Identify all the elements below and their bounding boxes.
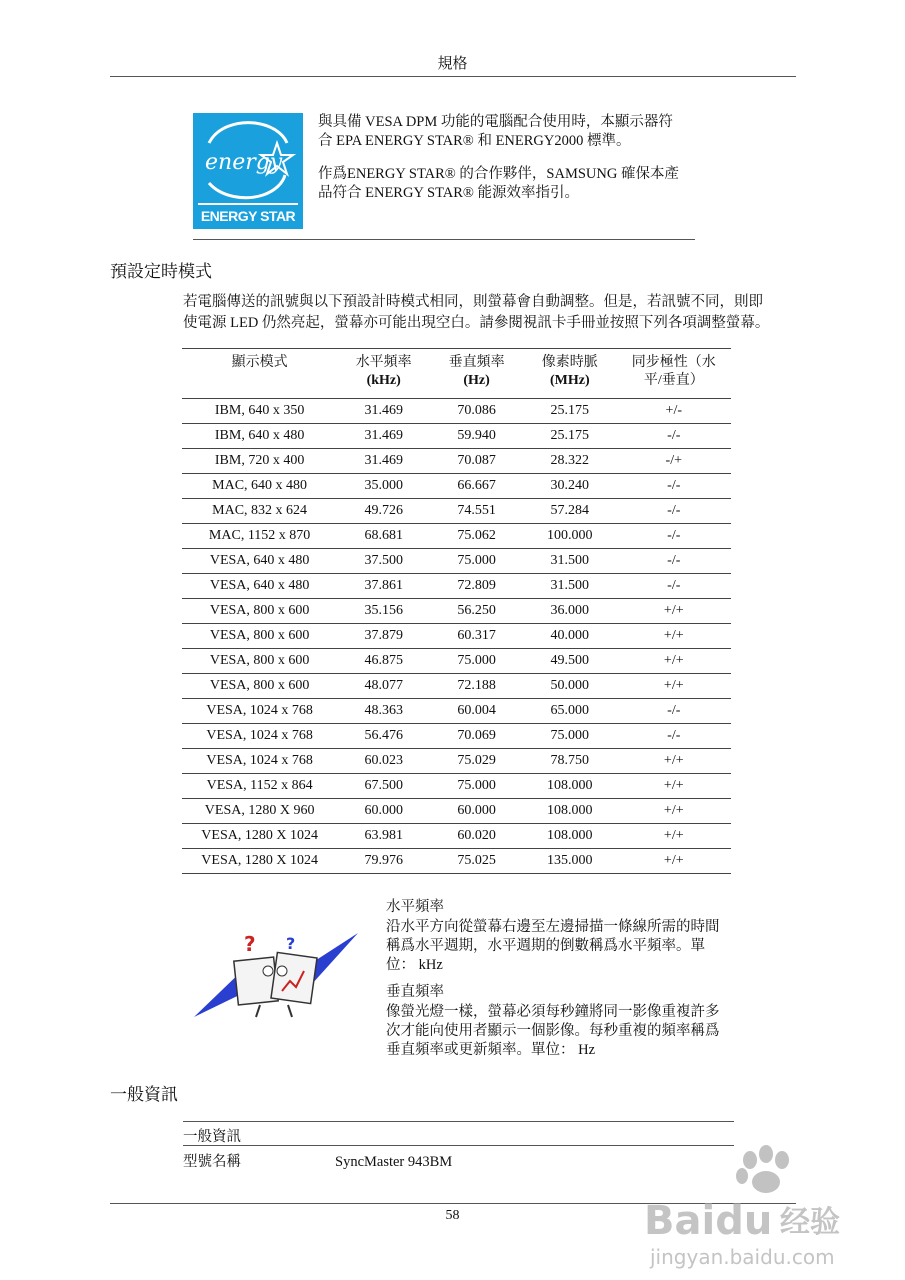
general-heading: 一般資訊 [110, 1085, 178, 1104]
pixel-clock-cell: 28.322 [523, 449, 617, 474]
v-freq-cell: 75.000 [430, 774, 523, 799]
h-freq-cell: 49.726 [337, 499, 430, 524]
col-label: 水平頻率 [355, 355, 412, 370]
character-eye-icon [263, 966, 273, 976]
h-freq-cell: 63.981 [337, 824, 430, 849]
general-table-header: 一般資訊 [183, 1129, 241, 1145]
h-freq-line-2: 稱爲水平週期，水平週期的倒數稱爲水平頻率。單 [386, 938, 705, 954]
model-label: 型號名稱 [183, 1154, 241, 1170]
timing-row [182, 799, 731, 824]
h-freq-cell: 46.875 [337, 649, 430, 674]
pixel-clock-cell: 25.175 [523, 399, 617, 424]
timing-row [182, 574, 731, 599]
sync-polarity-cell: -/+ [617, 449, 731, 474]
pixel-clock-cell: 78.750 [523, 749, 617, 774]
sync-polarity-cell: -/- [617, 499, 731, 524]
display-mode-cell: IBM, 640 x 350 [182, 399, 337, 424]
pixel-clock-cell: 40.000 [523, 624, 617, 649]
energy-p1-line-2: 合 EPA ENERGY STAR® 和 ENERGY2000 標準。 [318, 133, 631, 149]
pixel-clock-cell: 50.000 [523, 674, 617, 699]
header-rule [110, 76, 796, 77]
h-freq-cell: 60.000 [337, 799, 430, 824]
display-mode-cell: MAC, 1152 x 870 [182, 524, 337, 549]
display-mode-cell: VESA, 640 x 480 [182, 549, 337, 574]
display-mode-cell: VESA, 1280 X 1024 [182, 824, 337, 849]
timing-row [182, 774, 731, 799]
timing-row [182, 424, 731, 449]
svg-text:energy: energy [205, 150, 283, 175]
h-freq-cell: 48.077 [337, 674, 430, 699]
h-freq-cell: 37.861 [337, 574, 430, 599]
energy-star-emblem-icon [193, 113, 303, 205]
v-freq-cell: 75.025 [430, 849, 523, 874]
v-freq-description [386, 1003, 738, 1060]
sync-polarity-cell: +/- [617, 399, 731, 424]
sync-polarity-cell: +/+ [617, 799, 731, 824]
col-header-sync-polarity [617, 349, 731, 399]
sync-polarity-cell: -/- [617, 424, 731, 449]
watermark-url: jingyan.baidu.com [650, 1245, 835, 1269]
energy-star-logo [193, 113, 303, 229]
display-mode-cell: VESA, 1280 X 960 [182, 799, 337, 824]
v-freq-cell: 75.000 [430, 549, 523, 574]
v-freq-cell: 70.086 [430, 399, 523, 424]
v-freq-cell: 74.551 [430, 499, 523, 524]
v-freq-line-2: 次才能向使用者顯示一個影像。每秒重複的頻率稱爲 [386, 1023, 720, 1039]
display-mode-cell: VESA, 1152 x 864 [182, 774, 337, 799]
pixel-clock-cell: 65.000 [523, 699, 617, 724]
display-mode-cell: VESA, 1024 x 768 [182, 749, 337, 774]
v-freq-cell: 66.667 [430, 474, 523, 499]
sync-polarity-cell: -/- [617, 549, 731, 574]
character-eye-icon [277, 966, 287, 976]
monitor-character-illustration [190, 925, 362, 1023]
col-unit: (MHz) [549, 373, 590, 388]
h-freq-cell: 31.469 [337, 399, 430, 424]
energy-logo-label: ENERGY STAR [200, 208, 296, 224]
display-mode-cell: VESA, 1024 x 768 [182, 699, 337, 724]
baidu-watermark [640, 1142, 900, 1272]
energy-logo-divider [198, 203, 298, 205]
energy-p2-line-1: 作爲ENERGY STAR® 的合作夥伴，SAMSUNG 確保本產 [318, 166, 679, 182]
timing-row [182, 699, 731, 724]
preset-intro [183, 292, 798, 334]
sync-polarity-cell: -/- [617, 699, 731, 724]
pixel-clock-cell: 31.500 [523, 574, 617, 599]
timing-row [182, 524, 731, 549]
timing-row [182, 824, 731, 849]
sync-polarity-cell: +/+ [617, 599, 731, 624]
col-header-display-mode [182, 349, 337, 399]
col-label: 顯示模式 [231, 355, 288, 370]
v-freq-cell: 75.000 [430, 649, 523, 674]
display-mode-cell: IBM, 640 x 480 [182, 424, 337, 449]
question-mark-icon: ? [244, 932, 256, 956]
col-header-pixel-clock [523, 349, 617, 399]
timing-row [182, 674, 731, 699]
display-mode-cell: VESA, 800 x 600 [182, 674, 337, 699]
v-freq-cell: 70.069 [430, 724, 523, 749]
pixel-clock-cell: 57.284 [523, 499, 617, 524]
v-freq-cell: 72.188 [430, 674, 523, 699]
h-freq-cell: 37.879 [337, 624, 430, 649]
col-header-v-freq [430, 349, 523, 399]
pixel-clock-cell: 135.000 [523, 849, 617, 874]
model-value: SyncMaster 943BM [335, 1154, 453, 1170]
energy-section-rule [193, 239, 695, 240]
h-freq-line-1: 沿水平方向從螢幕右邊至左邊掃描一條線所需的時間 [386, 919, 720, 935]
timing-row [182, 849, 731, 874]
pixel-clock-cell: 49.500 [523, 649, 617, 674]
h-freq-cell: 67.500 [337, 774, 430, 799]
preset-heading: 預設定時模式 [110, 262, 212, 281]
preset-intro-line-2: 使電源 LED 仍然亮起，螢幕亦可能出現空白。請參閱視訊卡手冊並按照下列各項調整螢幕。 [183, 315, 770, 331]
v-freq-cell: 60.020 [430, 824, 523, 849]
timing-row [182, 749, 731, 774]
sync-polarity-cell: -/- [617, 574, 731, 599]
v-freq-cell: 56.250 [430, 599, 523, 624]
v-freq-cell: 75.062 [430, 524, 523, 549]
timing-row [182, 724, 731, 749]
v-freq-cell: 60.000 [430, 799, 523, 824]
display-mode-cell: VESA, 800 x 600 [182, 599, 337, 624]
timing-row [182, 624, 731, 649]
display-mode-cell: VESA, 1024 x 768 [182, 724, 337, 749]
pixel-clock-cell: 108.000 [523, 799, 617, 824]
v-freq-cell: 60.004 [430, 699, 523, 724]
question-mark-icon: ? [286, 934, 296, 953]
display-mode-cell: VESA, 1280 X 1024 [182, 849, 337, 874]
display-mode-cell: VESA, 640 x 480 [182, 574, 337, 599]
h-freq-cell: 37.500 [337, 549, 430, 574]
sync-polarity-cell: +/+ [617, 674, 731, 699]
sync-polarity-cell: +/+ [617, 649, 731, 674]
timing-row [182, 474, 731, 499]
h-freq-cell: 68.681 [337, 524, 430, 549]
timing-table-header [182, 349, 731, 399]
col-label: 像素時脈 [541, 355, 598, 370]
display-mode-cell: VESA, 800 x 600 [182, 624, 337, 649]
col-label: 垂直頻率 [448, 355, 505, 370]
pixel-clock-cell: 31.500 [523, 549, 617, 574]
watermark-suffix: 经验 [780, 1205, 840, 1240]
timing-row [182, 599, 731, 624]
timing-row [182, 549, 731, 574]
v-freq-cell: 70.087 [430, 449, 523, 474]
pixel-clock-cell: 108.000 [523, 774, 617, 799]
pixel-clock-cell: 100.000 [523, 524, 617, 549]
h-freq-line-3: 位： kHz [386, 957, 443, 973]
h-freq-title: 水平頻率 [386, 899, 444, 915]
sync-polarity-cell: +/+ [617, 824, 731, 849]
timing-row [182, 399, 731, 424]
timing-table [182, 348, 731, 874]
right-page-icon [271, 952, 317, 1003]
watermark-brand: Baidu [644, 1198, 773, 1244]
v-freq-cell: 60.317 [430, 624, 523, 649]
display-mode-cell: MAC, 832 x 624 [182, 499, 337, 524]
v-freq-line-1: 像螢光燈一樣，螢幕必須每秒鐘將同一影像重複許多 [386, 1004, 720, 1020]
pixel-clock-cell: 25.175 [523, 424, 617, 449]
sync-polarity-cell: +/+ [617, 774, 731, 799]
energy-paragraph-1 [318, 113, 698, 151]
paw-icon [736, 1145, 789, 1193]
sync-polarity-cell: -/- [617, 474, 731, 499]
h-freq-cell: 48.363 [337, 699, 430, 724]
timing-row [182, 649, 731, 674]
energy-paragraph-2 [318, 165, 698, 203]
col-unit: (Hz) [463, 373, 490, 388]
h-freq-cell: 31.469 [337, 449, 430, 474]
pixel-clock-cell: 36.000 [523, 599, 617, 624]
preset-intro-line-1: 若電腦傳送的訊號與以下預設計時模式相同，則螢幕會自動調整。但是，若訊號不同，則即 [183, 294, 763, 310]
timing-row [182, 449, 731, 474]
energy-p1-line-1: 與具備 VESA DPM 功能的電腦配合使用時，本顯示器符 [318, 114, 673, 130]
h-freq-cell: 35.000 [337, 474, 430, 499]
display-mode-cell: VESA, 800 x 600 [182, 649, 337, 674]
display-mode-cell: MAC, 640 x 480 [182, 474, 337, 499]
col-header-h-freq [337, 349, 430, 399]
v-freq-line-3: 垂直頻率或更新頻率。單位： Hz [386, 1042, 596, 1058]
h-freq-cell: 56.476 [337, 724, 430, 749]
h-freq-description [386, 918, 738, 975]
v-freq-title: 垂直頻率 [386, 984, 444, 1000]
v-freq-cell: 59.940 [430, 424, 523, 449]
col-unit: (kHz) [366, 373, 401, 388]
timing-row [182, 499, 731, 524]
col-label: 同步極性（水平/垂直） [631, 355, 716, 388]
sync-polarity-cell: +/+ [617, 849, 731, 874]
page-header-title: 規格 [437, 56, 468, 72]
v-freq-cell: 75.029 [430, 749, 523, 774]
sync-polarity-cell: +/+ [617, 749, 731, 774]
pixel-clock-cell: 30.240 [523, 474, 617, 499]
v-freq-cell: 72.809 [430, 574, 523, 599]
h-freq-cell: 79.976 [337, 849, 430, 874]
sync-polarity-cell: -/- [617, 524, 731, 549]
energy-p2-line-2: 品符合 ENERGY STAR® 能源效率指引。 [318, 185, 580, 201]
timing-table-body [182, 399, 731, 874]
h-freq-cell: 31.469 [337, 424, 430, 449]
pixel-clock-cell: 75.000 [523, 724, 617, 749]
h-freq-cell: 60.023 [337, 749, 430, 774]
display-mode-cell: IBM, 720 x 400 [182, 449, 337, 474]
sync-polarity-cell: +/+ [617, 624, 731, 649]
pixel-clock-cell: 108.000 [523, 824, 617, 849]
general-table-top-rule [183, 1121, 734, 1122]
page-number: 58 [445, 1208, 460, 1223]
h-freq-cell: 35.156 [337, 599, 430, 624]
sync-polarity-cell: -/- [617, 724, 731, 749]
